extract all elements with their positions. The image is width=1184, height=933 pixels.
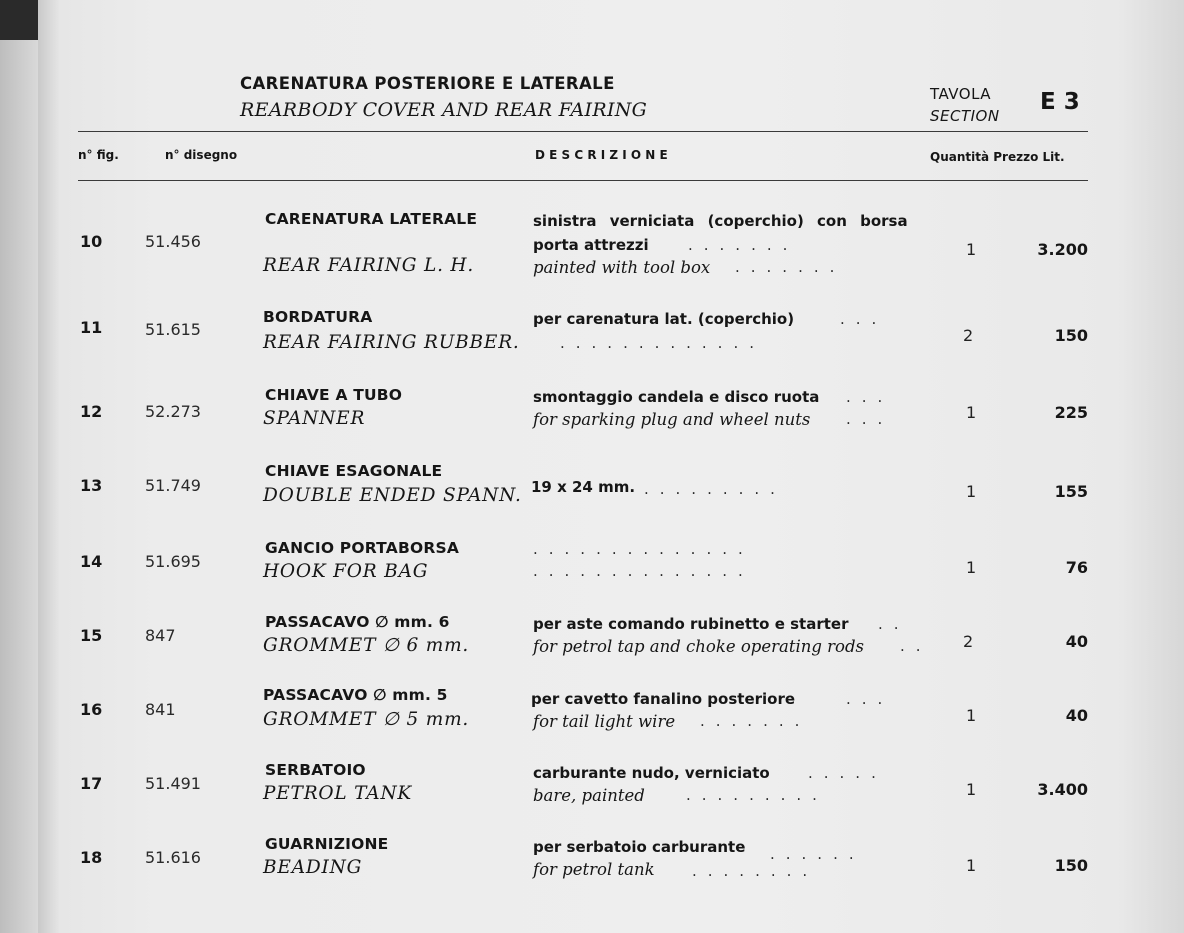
desc-en: bare, painted	[533, 786, 645, 805]
quantity: 2	[963, 632, 974, 651]
part-name-it: CHIAVE A TUBO	[265, 386, 403, 404]
desc-en: for tail light wire	[533, 712, 676, 731]
drawing-number: 51.491	[145, 774, 201, 793]
leader-dots: .............	[560, 334, 765, 352]
leader-dots: ...	[846, 690, 894, 708]
desc-it-line2: porta attrezzi	[533, 236, 649, 254]
part-name-en: DOUBLE ENDED SPANN.	[263, 485, 522, 506]
leader-dots: .........	[686, 786, 828, 804]
leader-dots: ...	[840, 310, 888, 328]
drawing-number: 51.749	[145, 476, 201, 495]
part-name-en: REAR FAIRING L. H.	[263, 255, 475, 276]
part-name-it: GUARNIZIONE	[265, 835, 389, 853]
leader-dots: .......	[700, 712, 811, 730]
desc-it: per carenatura lat. (coperchio)	[533, 310, 795, 328]
part-name-it: GANCIO PORTABORSA	[265, 539, 460, 557]
part-name-en: GROMMET ∅ 6 mm.	[263, 635, 470, 656]
price: 225	[1054, 403, 1088, 422]
leader-dots: .......	[735, 258, 846, 276]
page-title: CARENATURA POSTERIORE E LATERALE	[240, 74, 615, 93]
part-name-en: GROMMET ∅ 5 mm.	[263, 709, 470, 730]
col-qty-price: Quantità Prezzo Lit.	[930, 150, 1065, 164]
drawing-number: 51.456	[145, 232, 201, 251]
leader-dots: ..............	[533, 562, 754, 580]
quantity: 1	[966, 403, 977, 422]
price: 3.400	[1037, 780, 1088, 799]
col-fig: n° fig.	[78, 148, 119, 162]
part-name-en: SPANNER	[263, 408, 366, 429]
drawing-number: 841	[145, 700, 176, 719]
price: 3.200	[1037, 240, 1088, 259]
fig-number: 14	[80, 552, 103, 571]
quantity: 1	[966, 706, 977, 725]
leader-dots: ..............	[533, 540, 754, 558]
desc-it: per cavetto fanalino posteriore	[531, 690, 796, 708]
fig-number: 18	[80, 848, 103, 867]
quantity: 1	[966, 482, 977, 501]
leader-dots: ..	[878, 615, 910, 633]
desc-it: carburante nudo, verniciato	[533, 764, 770, 782]
price: 40	[1065, 706, 1088, 725]
col-drawing: n° disegno	[165, 148, 238, 162]
part-name-en: BEADING	[263, 857, 363, 878]
quantity: 1	[966, 856, 977, 875]
section-label-it: TAVOLA	[930, 85, 992, 103]
price: 155	[1054, 482, 1088, 501]
desc-en: for sparking plug and wheel nuts	[533, 410, 811, 429]
fig-number: 11	[80, 318, 103, 337]
part-name-it: SERBATOIO	[265, 761, 366, 779]
desc-en: for petrol tap and choke operating rods	[533, 637, 865, 656]
desc-it: sinistra verniciata (coperchio) con borsa	[533, 212, 908, 230]
drawing-number: 51.615	[145, 320, 201, 339]
leader-dots: ...	[846, 388, 894, 406]
part-name-en: PETROL TANK	[263, 783, 413, 804]
fig-number: 10	[80, 232, 103, 251]
header-rule-top	[78, 131, 1088, 132]
quantity: 1	[966, 780, 977, 799]
leader-dots: ..	[900, 637, 932, 655]
fig-number: 16	[80, 700, 103, 719]
part-name-it: CHIAVE ESAGONALE	[265, 462, 443, 480]
desc-en: painted with tool box	[533, 258, 711, 277]
part-name-en: HOOK FOR BAG	[263, 561, 429, 582]
part-name-en: REAR FAIRING RUBBER.	[263, 332, 520, 353]
quantity: 2	[963, 326, 974, 345]
part-name-it: CARENATURA LATERALE	[265, 210, 478, 228]
desc-en: for petrol tank	[533, 860, 655, 879]
price: 150	[1054, 856, 1088, 875]
desc-it: per serbatoio carburante	[533, 838, 746, 856]
section-code: E 3	[1040, 89, 1080, 115]
part-name-it: BORDATURA	[263, 308, 373, 326]
quantity: 1	[966, 558, 977, 577]
drawing-number: 847	[145, 626, 176, 645]
desc-it: smontaggio candela e disco ruota	[533, 388, 820, 406]
leader-dots: ......	[770, 845, 865, 863]
binding-edge	[0, 40, 38, 933]
drawing-number: 52.273	[145, 402, 201, 421]
quantity: 1	[966, 240, 977, 259]
fig-number: 12	[80, 402, 103, 421]
price: 76	[1065, 558, 1088, 577]
fig-number: 13	[80, 476, 103, 495]
part-name-it: PASSACAVO ∅ mm. 5	[263, 686, 448, 704]
page-subtitle: REARBODY COVER AND REAR FAIRING	[240, 99, 648, 121]
drawing-number: 51.616	[145, 848, 201, 867]
leader-dots: .........	[644, 480, 786, 498]
drawing-number: 51.695	[145, 552, 201, 571]
price: 150	[1054, 326, 1088, 345]
fig-number: 17	[80, 774, 103, 793]
desc-it: 19 x 24 mm.	[531, 478, 636, 496]
section-label-en: SECTION	[930, 107, 1000, 125]
fig-number: 15	[80, 626, 103, 645]
leader-dots: ...	[846, 410, 894, 428]
leader-dots: .......	[688, 236, 799, 254]
price: 40	[1065, 632, 1088, 651]
part-name-it: PASSACAVO ∅ mm. 6	[265, 613, 450, 631]
header-rule-bottom	[78, 180, 1088, 181]
col-description: D E S C R I Z I O N E	[535, 148, 668, 162]
desc-it: per aste comando rubinetto e starter	[533, 615, 849, 633]
leader-dots: .....	[808, 764, 887, 782]
leader-dots: ........	[692, 862, 819, 880]
